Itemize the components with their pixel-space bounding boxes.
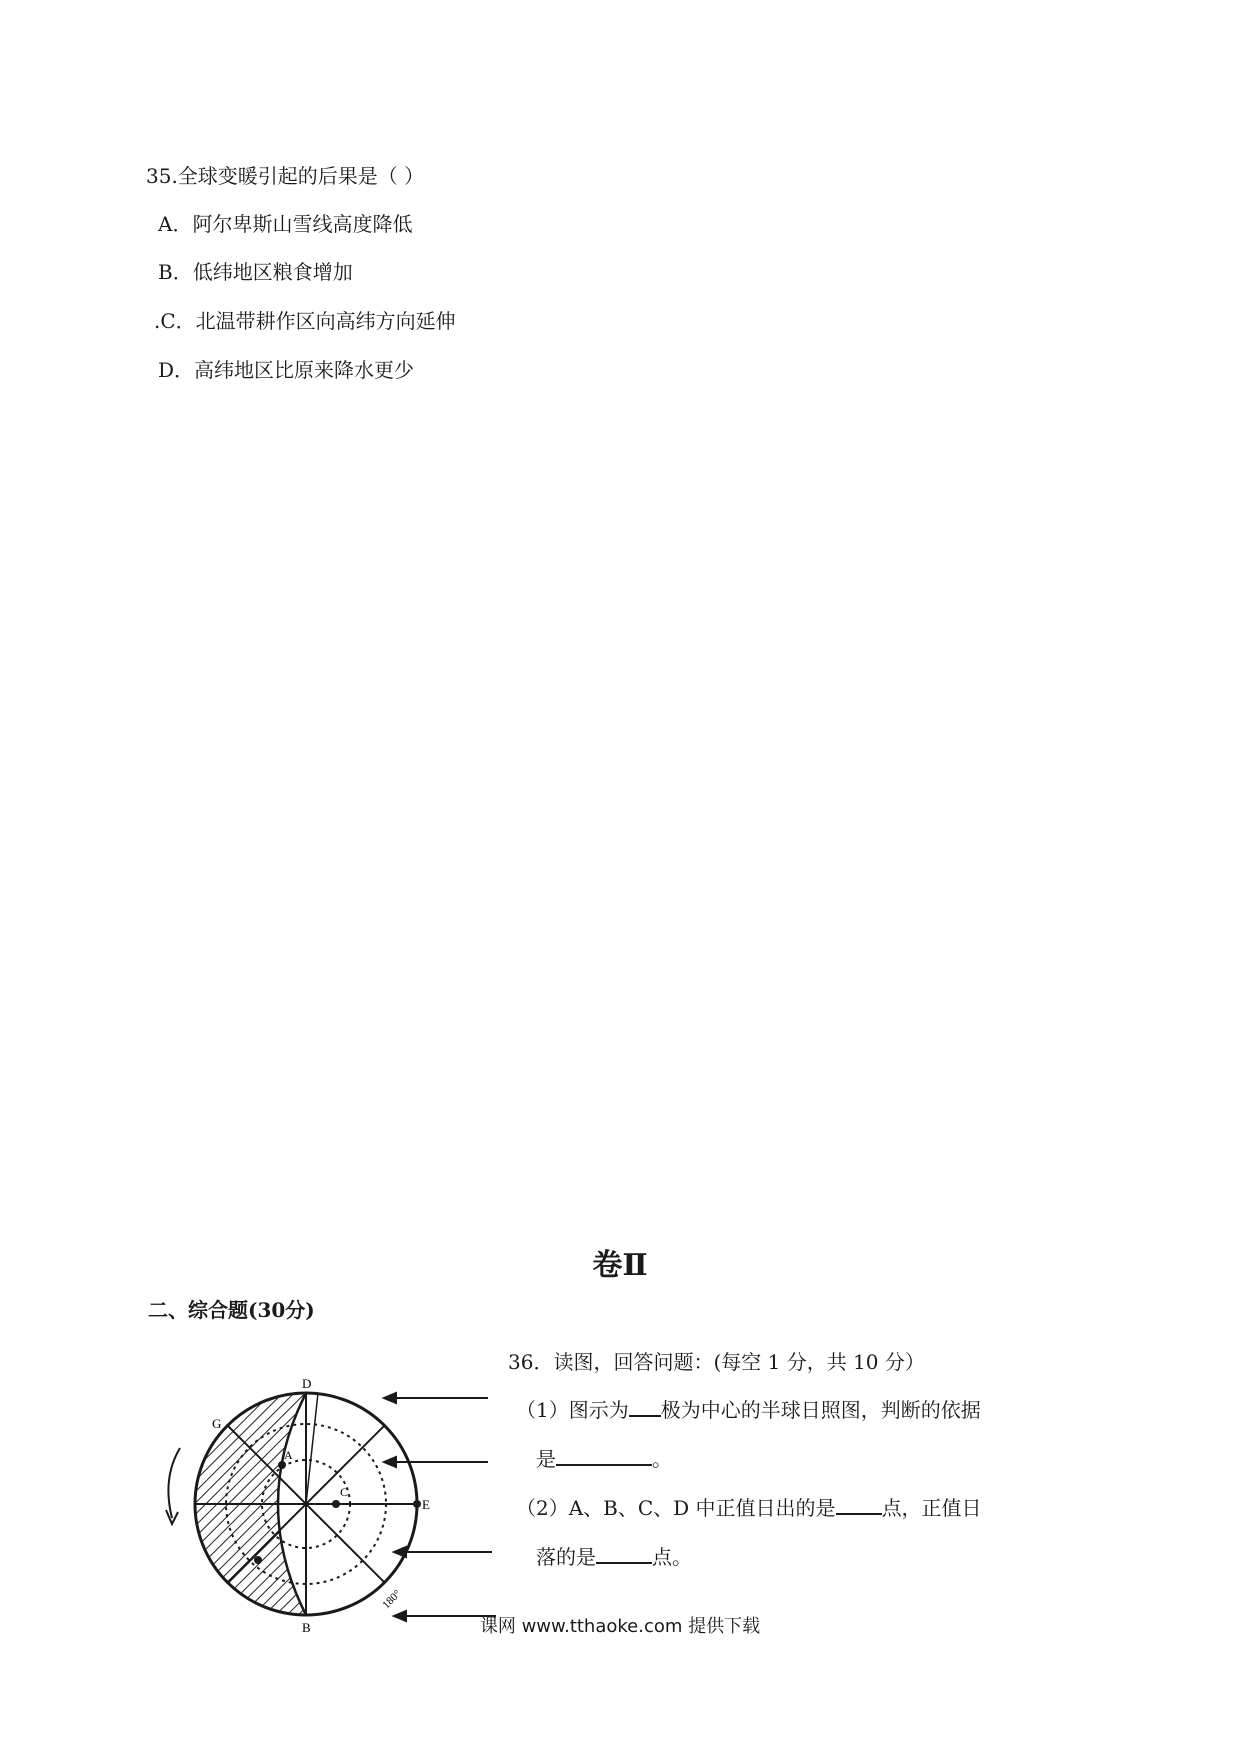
label-g: G [212, 1416, 222, 1431]
option-d: D．高纬地区比原来降水更少 [158, 358, 415, 382]
sub1-text-a: （1）图示为 [516, 1398, 629, 1422]
label-180: 180° [380, 1587, 404, 1612]
sub1-text-b: 极为中心的半球日照图，判断的依据 [660, 1398, 981, 1422]
question-35-stem: 35.全球变暖引起的后果是（ ） [146, 164, 425, 188]
sun-ray-3-head [394, 1547, 406, 1557]
sunlight-arrows [380, 1380, 500, 1630]
blank-sunset [596, 1544, 652, 1564]
question-36-stem: 36．读图，回答问题：(每空 1 分，共 10 分） [508, 1350, 925, 1374]
label-e: E [422, 1497, 430, 1512]
section-heading: 二、综合题(30分) [148, 1298, 315, 1322]
point-a-dot [278, 1461, 286, 1469]
rotation-arrow [168, 1448, 180, 1518]
question-36-sub1 [516, 1394, 981, 1423]
label-d: D [302, 1376, 312, 1391]
label-a: A [284, 1448, 293, 1462]
question-36-sub2-line2 [536, 1541, 692, 1570]
question-36-sub1-line2 [536, 1443, 672, 1472]
sub2-line2-prefix: 落的是 [536, 1545, 596, 1569]
blank-reason [556, 1446, 652, 1466]
label-c: C [340, 1485, 349, 1499]
sub2-text-a: （2）A、B、C、D 中正值日出的是 [516, 1496, 836, 1520]
lower-dot [254, 1556, 262, 1564]
point-c-dot [332, 1500, 340, 1508]
footer-watermark: 课网 www.tthaoke.com 提供下载 [479, 1616, 761, 1637]
label-b: B [302, 1620, 311, 1635]
sub1-line2-prefix: 是 [536, 1447, 556, 1471]
option-a: A．阿尔卑斯山雪线高度降低 [158, 212, 413, 236]
volume-title: 卷Ⅱ [592, 1248, 648, 1283]
option-b: B．低纬地区粮食增加 [158, 260, 353, 284]
sun-ray-1-head [384, 1393, 396, 1403]
sun-ray-2-head [384, 1457, 396, 1467]
blank-sunrise [836, 1495, 882, 1515]
sub2-line2-suffix: 点。 [652, 1545, 692, 1569]
sub1-line2-suffix: 。 [652, 1447, 672, 1471]
tangent-line [306, 1393, 318, 1504]
blank-pole [629, 1397, 661, 1417]
question-36-sub2 [516, 1492, 982, 1521]
sub2-text-b: 点，正值日 [881, 1496, 982, 1520]
option-c: .C．北温带耕作区向高纬方向延伸 [154, 309, 456, 333]
